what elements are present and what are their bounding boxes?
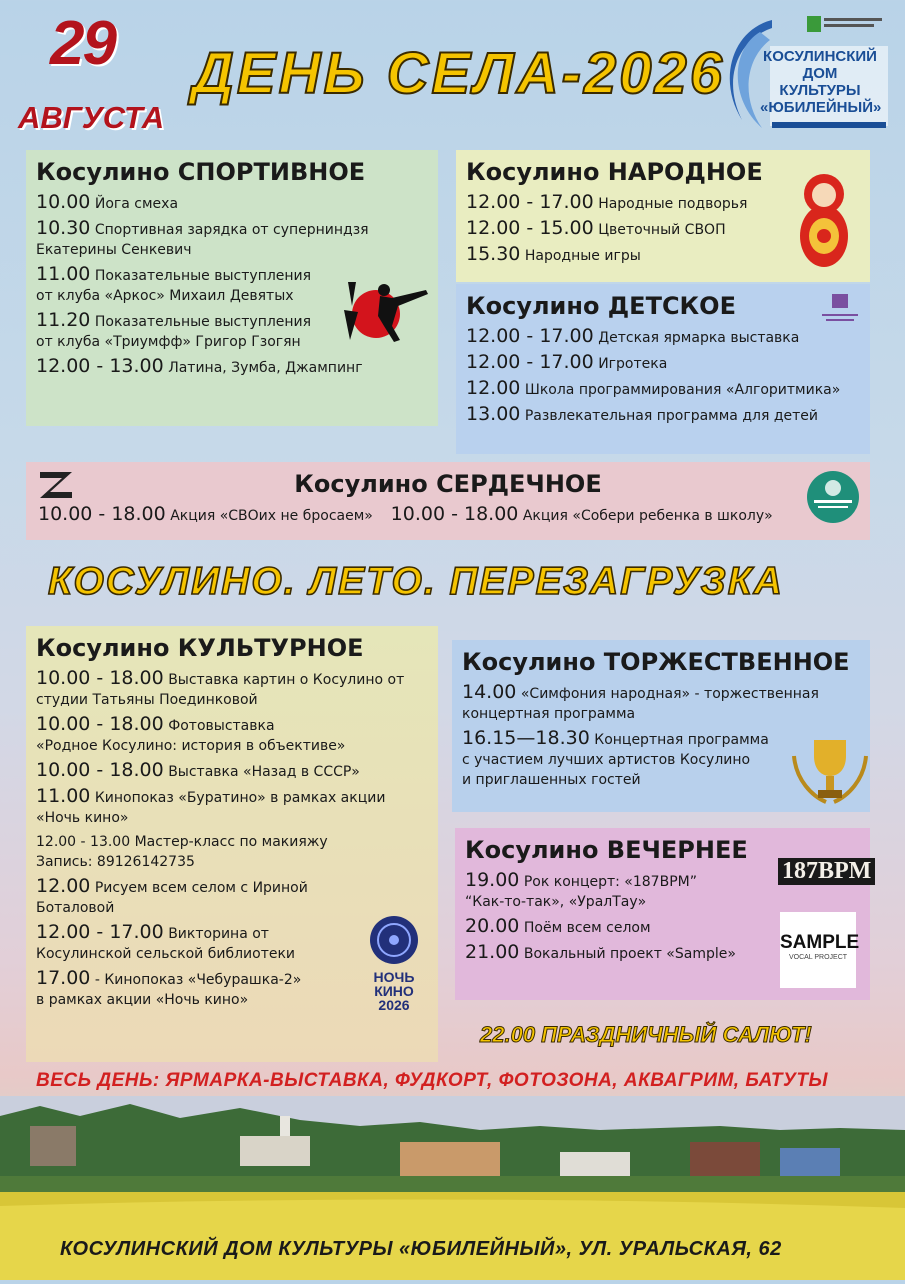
library-logo-icon — [818, 292, 862, 332]
schedule-item: 17.00 - Кинопоказ «Чебурашка-2» в рамках акции «Ночь кино» — [36, 967, 302, 1008]
schedule-item: 12.00 Рисуем всем селом с Ириной Боталовой — [36, 875, 308, 916]
panel-title: Косулино ТОРЖЕСТВЕННОЕ — [462, 648, 850, 676]
schedule-item: 14.00 «Симфония народная» - торжественная концертная программа — [462, 681, 819, 722]
schedule-item: 11.00 Кинопоказ «Буратино» в рамках акции «Ночь кино» — [36, 785, 386, 826]
schedule-item: 10.00 - 18.00 Акция «СВОих не бросаем» 10.00 - 18.00 Акция «Собери ребенка в школу» — [38, 503, 773, 525]
schedule-item: 12.00 - 13.00 Латина, Зумба, Джампинг — [36, 355, 363, 377]
panel-serd — [26, 462, 870, 540]
night-of-cinema-badge — [358, 914, 430, 1012]
logo-line-1: КОСУЛИНСКИЙ — [763, 48, 877, 65]
schedule-item: 10.00 - 18.00 Фотовыставка «Родное Косулино: история в объективе» — [36, 713, 346, 754]
karate-icon — [340, 276, 432, 350]
schedule-item: 11.00 Показательные выступления от клуба «Аркос» Михаил Девятых — [36, 263, 312, 304]
address: КОСУЛИНСКИЙ ДОМ КУЛЬТУРЫ «ЮБИЛЕЙНЫЙ», УЛ. УРАЛЬСКАЯ, 62 — [60, 1238, 782, 1260]
page-title: ДЕНЬ СЕЛА-2026 — [192, 41, 725, 106]
schedule-item: 10.00 Йога смеха — [36, 191, 179, 213]
schedule-item: 12.00 - 17.00 Игротека — [466, 351, 668, 373]
schedule-item: 10.00 - 18.00 Выставка «Назад в СССР» — [36, 759, 360, 781]
panel-title: Косулино НАРОДНОЕ — [466, 158, 763, 186]
date-month: АВГУСТА — [18, 100, 165, 135]
panel-title: Косулино СПОРТИВНОЕ — [36, 158, 366, 186]
schedule-item: 12.00 Школа программирования «Алгоритмика» — [466, 377, 841, 399]
logo-line-3: «ЮБИЛЕЙНЫЙ» — [760, 99, 882, 116]
schedule-item: 16.15—18.30 Концертная программа с участием лучших артистов Косулино и приглашенных гостей — [462, 727, 769, 788]
fireworks-notice: 22.00 ПРАЗДНИЧНЫЙ САЛЮТ! — [480, 1022, 812, 1047]
schedule-item: 12.00 - 13.00 Мастер-класс по макияжу Запись: 89126142735 — [36, 834, 328, 870]
schedule-item: 13.00 Развлекательная программа для детей — [466, 403, 818, 425]
schedule-item: 10.00 - 18.00 Выставка картин о Косулино от студии Татьяны Поединковой — [36, 667, 405, 708]
badge-line: 2026 — [378, 997, 410, 1013]
badge-line: КИНО — [374, 983, 414, 999]
logo-text — [760, 48, 880, 116]
logo-line-2: ДОМ КУЛЬТУРЫ — [779, 65, 861, 99]
slogan: КОСУЛИНО. ЛЕТО. ПЕРЕЗАГРУЗКА — [48, 560, 784, 603]
schedule-item: 12.00 - 17.00 Детская ярмарка выставка — [466, 325, 800, 347]
band-187bpm-logo: 187BPM — [778, 858, 875, 885]
band-sample-logo — [780, 912, 860, 988]
badge-line: НОЧЬ — [373, 969, 415, 985]
sample-logo-text: SAMPLE — [780, 932, 860, 953]
panel-title: Косулино ВЕЧЕРНЕЕ — [465, 836, 748, 864]
panel-title: Косулино СЕРДЕЧНОЕ — [294, 470, 602, 498]
date-day: 29 — [50, 9, 115, 78]
all-day-activities: ВЕСЬ ДЕНЬ: ЯРМАРКА-ВЫСТАВКА, ФУДКОРТ, ФОТОЗОНА, АКВАГРИМ, БАТУТЫ — [36, 1070, 828, 1091]
schedule-item: 19.00 Рок концерт: «187BPM” “Как-то-так», «УралТау» — [465, 869, 697, 910]
sample-logo-subtext: VOCAL PROJECT — [788, 954, 848, 961]
panel-title: Косулино КУЛЬТУРНОЕ — [36, 634, 364, 662]
schedule-item: 12.00 - 17.00 Народные подворья — [466, 191, 748, 213]
youth-parliament-icon — [806, 470, 860, 528]
schedule-item: 20.00 Поём всем селом — [465, 915, 651, 937]
schedule-item: 12.00 - 15.00 Цветочный СВОП — [466, 217, 726, 239]
film-reel-icon — [366, 914, 422, 966]
trophy-icon — [790, 736, 870, 814]
schedule-item: 12.00 - 17.00 Викторина от Косулинской сельской библиотеки — [36, 921, 296, 962]
panel-detsk — [456, 284, 870, 454]
schedule-item: 11.20 Показательные выступления от клуба «Триумфф» Григор Гзогян — [36, 309, 312, 350]
schedule-item: 21.00 Вокальный проект «Sample» — [465, 941, 736, 963]
matryoshka-icon — [798, 170, 850, 272]
panel-title: Косулино ДЕТСКОЕ — [466, 292, 736, 320]
schedule-item: 15.30 Народные игры — [466, 243, 641, 265]
schedule-item: 10.30 Спортивная зарядка от суперниндзя Екатерины Сенкевич — [36, 217, 369, 258]
z-symbol-icon — [36, 470, 76, 506]
